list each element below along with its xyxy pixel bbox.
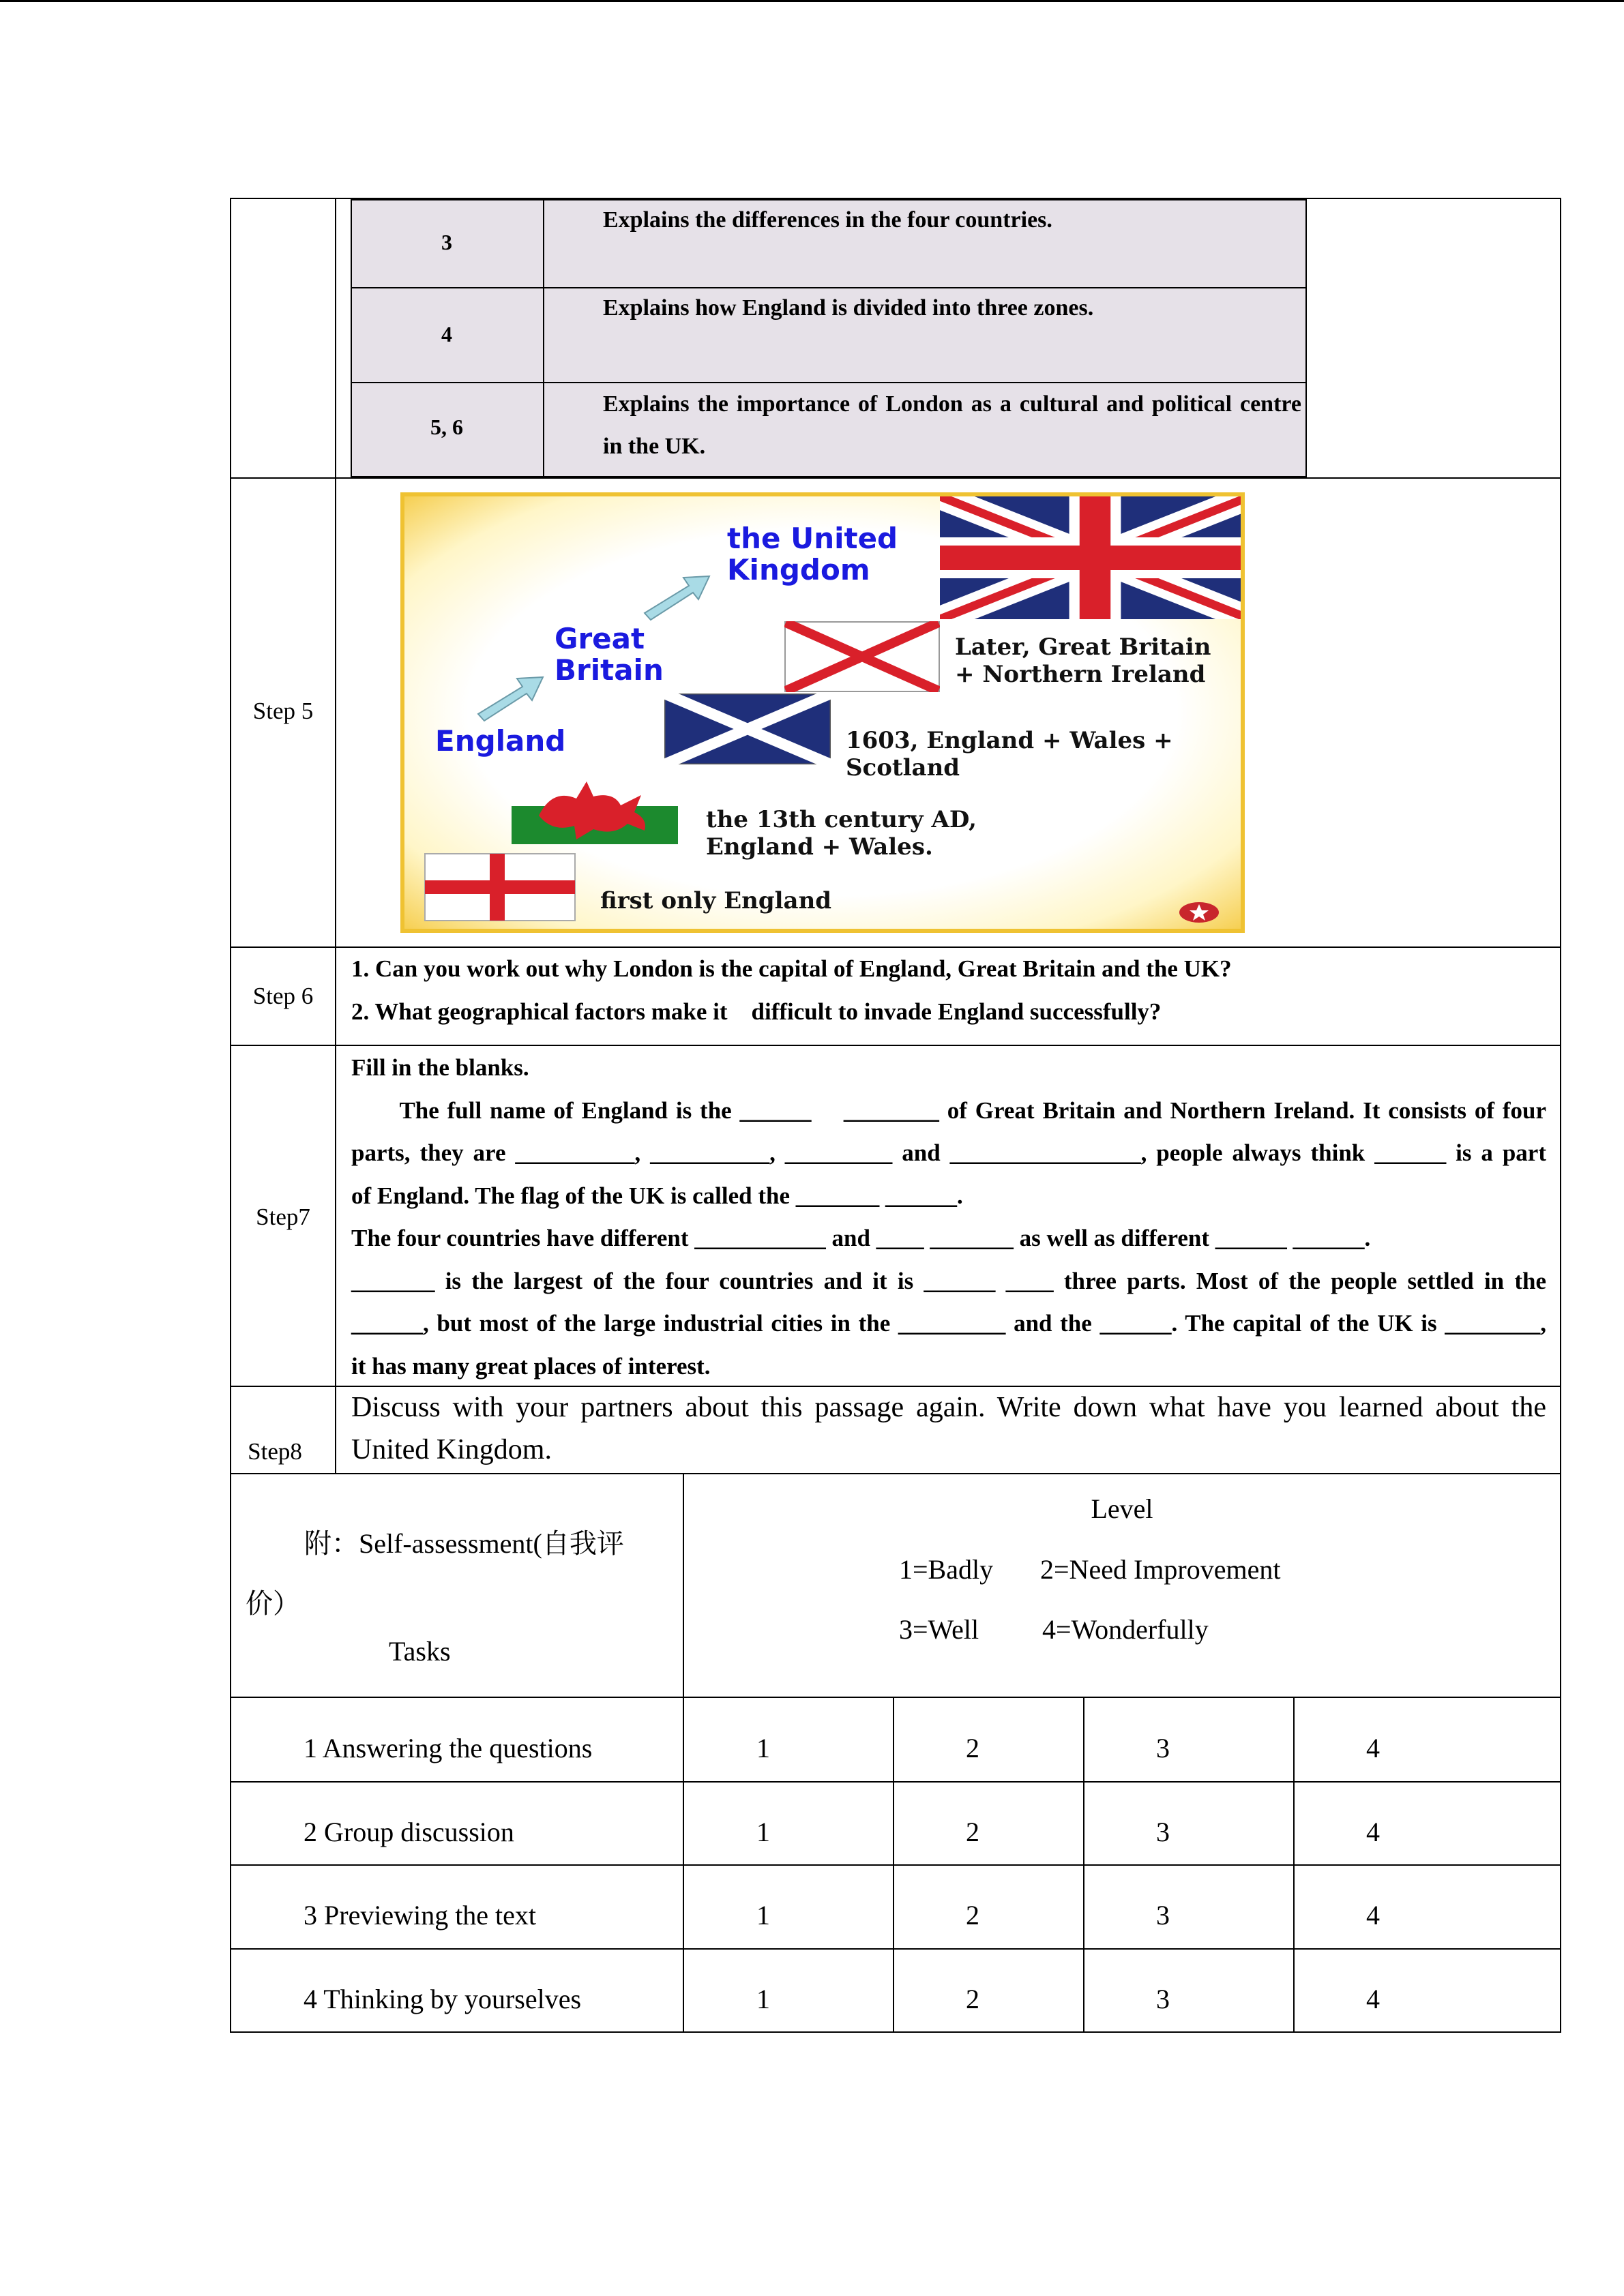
task-name: 2 Group discussion — [304, 1817, 514, 1847]
table-rule — [230, 1473, 1561, 1474]
table-rule — [230, 198, 231, 2033]
self-assessment-title: 附：Self-assessment(自我评 价） — [246, 1528, 624, 1619]
england-flag-icon — [424, 853, 576, 921]
task-name: 4 Thinking by yourselves — [304, 1984, 582, 2014]
level-need-improvement: 2=Need Improvement — [1040, 1554, 1281, 1585]
level-badly: 1=Badly — [899, 1554, 994, 1585]
step-5-label: Step 5 — [252, 698, 314, 724]
later-caption: Later, Great Britain + Northern Ireland — [955, 633, 1211, 688]
score-4: 4 — [1366, 1817, 1380, 1847]
table-rule — [1560, 198, 1561, 2033]
step-6-label: Step 6 — [252, 983, 314, 1009]
tasks-header: Tasks — [389, 1636, 451, 1667]
passage-line: ______, but most of the large industrial cities in the _________ and the ______. The capital of the UK is ________, — [351, 1310, 1546, 1337]
passage-line: The full name of England is the ______ ________ of Great Britain and Northern Ireland. It consists of four — [351, 1097, 1546, 1124]
scotland-flag-icon — [664, 694, 831, 764]
passage-line: it has many great places of interest. — [351, 1352, 711, 1380]
level-well: 3=Well — [899, 1614, 979, 1645]
inner-rule — [1305, 199, 1307, 477]
wales-flag-icon — [512, 768, 678, 844]
score-4: 4 — [1366, 1900, 1380, 1930]
score-1: 1 — [756, 1817, 770, 1847]
passage-line: _______ is the largest of the four countries and it is ______ ____ three parts. Most of the people settled in the — [351, 1267, 1546, 1294]
passage-line: of England. The flag of the UK is called the _______ ______. — [351, 1182, 963, 1209]
objectives-table — [351, 199, 1307, 477]
paragraph-number: 4 — [441, 322, 452, 346]
paragraph-description: Explains the differences in the four countries. — [603, 207, 1052, 233]
gb-title: Great Britain — [555, 622, 664, 687]
score-2: 2 — [966, 1733, 979, 1763]
question-2: 2. What geographical factors make it difficult to invade England successfully? — [351, 998, 1162, 1025]
score-3: 3 — [1156, 1984, 1170, 2014]
step-6-questions — [351, 948, 1546, 1033]
paragraph-description: Explains the importance of London as a cultural and political centre in the UK. — [603, 391, 1301, 459]
score-4: 4 — [1366, 1984, 1380, 2014]
publisher-logo-icon — [1178, 901, 1220, 924]
england-title: England — [435, 724, 566, 758]
score-2: 2 — [966, 1984, 979, 2014]
table-rule — [230, 1697, 1561, 1698]
uk-title: the United Kingdom — [727, 522, 898, 586]
question-1: 1. Can you work out why London is the capital of England, Great Britain and the UK? — [351, 955, 1232, 982]
table-rule — [230, 1781, 1561, 1783]
century-13-caption: the 13th century AD, England + Wales. — [706, 806, 977, 861]
inner-rule — [543, 199, 544, 477]
score-1: 1 — [756, 1900, 770, 1930]
score-4: 4 — [1366, 1733, 1380, 1763]
table-rule — [230, 1045, 1561, 1046]
union-jack-flag-icon — [940, 496, 1245, 619]
arrow-icon — [641, 571, 716, 625]
step-7-label: Step7 — [256, 1204, 310, 1230]
score-1: 1 — [756, 1733, 770, 1763]
passage-line: The four countries have different ___________ and ____ _______ as well as different ______ ______. — [351, 1225, 1371, 1251]
paragraph-number: 5, 6 — [430, 415, 463, 439]
score-2: 2 — [966, 1900, 979, 1930]
table-rule — [335, 198, 336, 1474]
task-name: 3 Previewing the text — [304, 1900, 537, 1930]
score-3: 3 — [1156, 1817, 1170, 1847]
arrow-icon — [475, 672, 550, 726]
table-rule — [230, 1864, 1561, 1866]
level-header: Level — [1091, 1493, 1153, 1524]
uk-history-slide — [400, 492, 1245, 933]
inner-rule — [351, 476, 1307, 477]
table-rule — [230, 477, 1561, 479]
year-1603-caption: 1603, England + Wales + Scotland — [846, 727, 1173, 781]
fill-in-blanks-passage — [351, 1047, 1546, 1388]
step-8-instruction: Discuss with your partners about this passage again. Write down what have you learned about the United Kingdom. — [351, 1392, 1546, 1465]
table-rule — [230, 1948, 1561, 1950]
score-2: 2 — [966, 1817, 979, 1847]
step-8-label: Step8 — [248, 1438, 302, 1465]
level-wonderfully: 4=Wonderfully — [1042, 1614, 1209, 1645]
paragraph-description: Explains how England is divided into three zones. — [603, 295, 1094, 320]
st-patrick-flag-icon — [784, 621, 940, 692]
passage-line: Fill in the blanks. — [351, 1054, 529, 1081]
table-rule — [230, 2031, 1561, 2033]
paragraph-number: 3 — [441, 230, 452, 254]
score-1: 1 — [756, 1984, 770, 2014]
score-3: 3 — [1156, 1900, 1170, 1930]
score-3: 3 — [1156, 1733, 1170, 1763]
passage-line: parts, they are __________, __________, _________ and ________________, people always think ______ is a part — [351, 1139, 1546, 1166]
task-name: 1 Answering the questions — [304, 1733, 593, 1763]
first-england-caption: first only England — [600, 887, 832, 914]
